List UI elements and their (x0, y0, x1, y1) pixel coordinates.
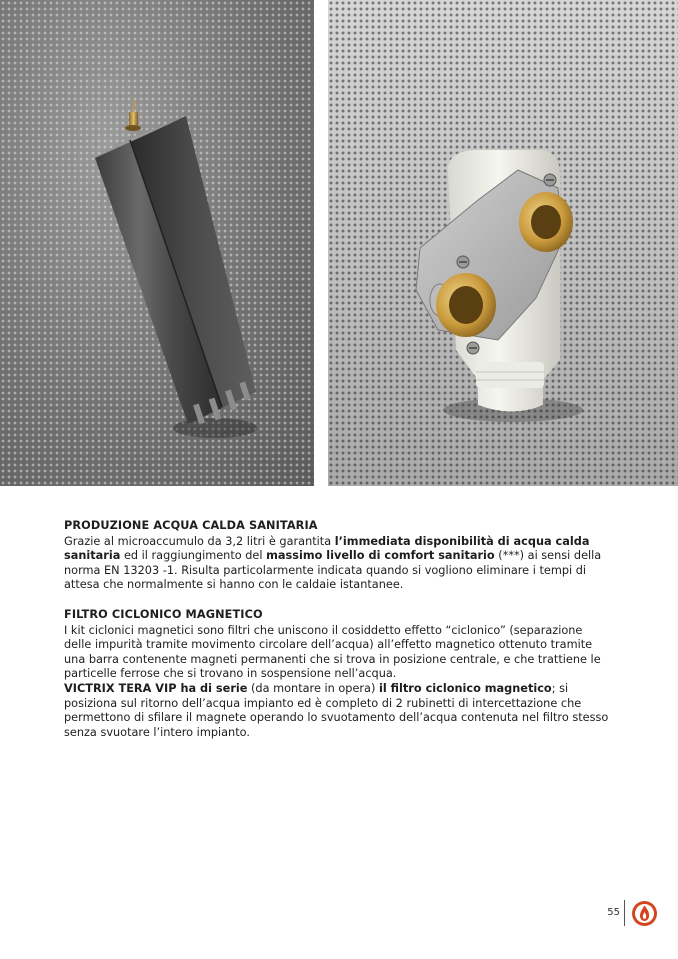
filter-bold-2: il filtro ciclonico magnetico (378, 681, 552, 695)
heat-exchanger-tank-icon (0, 0, 314, 486)
dhw-bold-2: massimo livello di comfort sanitario (266, 549, 495, 563)
page-number: 55 (607, 907, 620, 918)
filter-heading: FILTRO CICLONICO MAGNETICO (64, 608, 263, 621)
filter-paragraph-1: I kit ciclonici magnetici sono filtri che uniscono il cosiddetto effetto “ciclonico” (separazione delle impurità tramite movimento circolare dell’acqua) all’effetto magnetico ottenuto tramite una barra contenente magneti permanenti che si trova in posizione centrale, e che trattiene le particelle ferrose che si trovano in sospensione nell’acqua. (64, 623, 601, 681)
flame-logo-icon (631, 900, 658, 927)
footer-divider (624, 900, 625, 926)
filter-section (64, 608, 612, 740)
filter-text-1: (da montare in opera) (247, 681, 379, 695)
dhw-text-3: (***) ai sensi della norma EN 13203 -1. Risulta particolarmente indicata quando si vogliono eliminare i tempi di attesa che normalmente si hanno con le caldaie istantanee. (64, 549, 602, 592)
filter-paragraph-2 (64, 682, 612, 740)
tank-photo (0, 0, 314, 486)
dhw-section (64, 519, 612, 593)
dhw-text-1: Grazie al microaccumulo da 3,2 litri è garantita (64, 534, 335, 548)
filter-bold-1: VICTRIX TERA VIP ha di serie (64, 681, 248, 695)
dhw-text-2: ed il raggiungimento del (120, 549, 267, 563)
dhw-paragraph (64, 535, 612, 593)
filter-text-2: ; si posiziona sul ritorno dell’acqua impianto ed è completo di 2 rubinetti di intercettazione che permettono di sfilare il magnete operando lo svuotamento dell’acqua contenuta nel filtro stesso senza svuotare l’intero impianto. (64, 681, 609, 739)
cyclonic-magnetic-filter-icon (328, 0, 678, 486)
filter-photo (328, 0, 678, 486)
dhw-heading: PRODUZIONE ACQUA CALDA SANITARIA (64, 519, 318, 532)
dhw-bold-1: l’immediata disponibilità di acqua calda sanitaria (64, 534, 590, 563)
